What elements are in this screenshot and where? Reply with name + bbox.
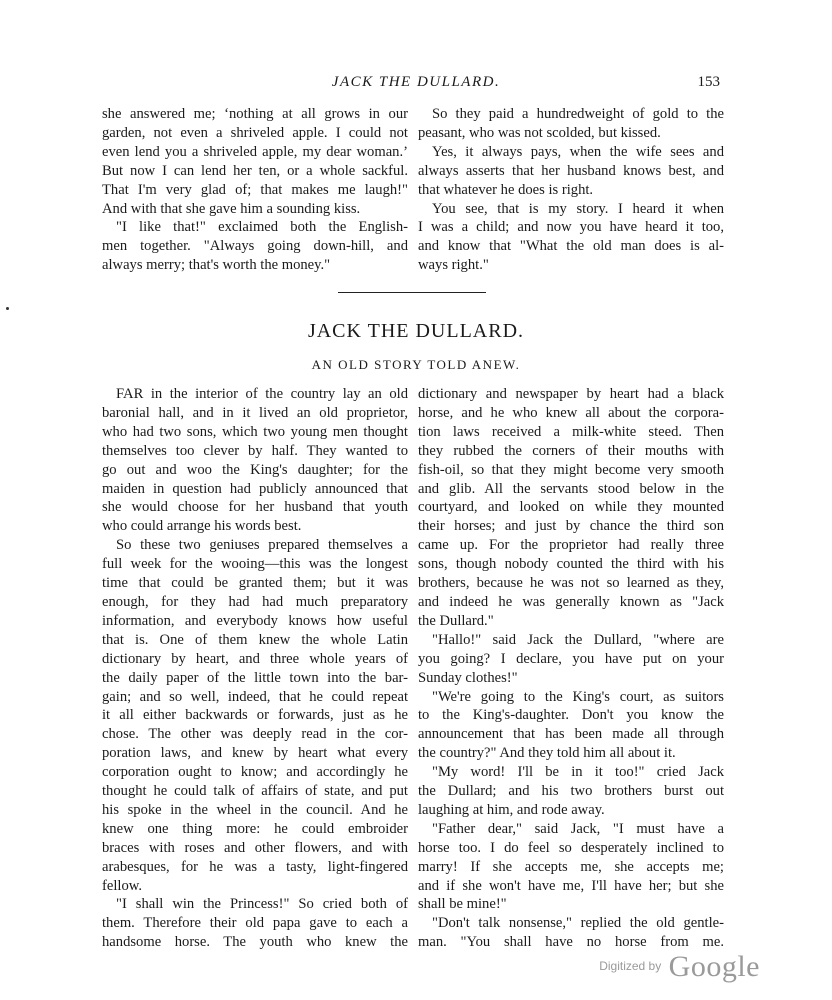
running-title: JACK THE DULLARD. (331, 74, 501, 90)
text-line: "Hallo!" said Jack the Dullard, "where are (432, 631, 724, 648)
story-title: JACK THE DULLARD. (307, 320, 525, 342)
text-line: they rubbed the corners of their mouths with (418, 442, 724, 459)
text-line: themselves too clever by half. They wanted to (102, 442, 408, 459)
text-line: baronial hall, and in it lived an old proprietor, (102, 404, 408, 421)
text-line: "Father dear," said Jack, "I must have a (432, 820, 724, 837)
text-line: who had two sons, which two young men thought (102, 423, 408, 440)
page-number: 153 (697, 74, 720, 90)
text-line: garden, not even a shriveled apple. I could not (102, 124, 408, 141)
text-line: shall be mine!" (418, 896, 507, 913)
text-line: gain; and so well, indeed, that he could repeat (102, 688, 408, 705)
text-line: arabesques, for he was a tasty, light-fingered (102, 858, 408, 875)
text-line: Yes, it always pays, when the wife sees and (432, 143, 724, 160)
running-head (0, 74, 832, 94)
text-line: always asserts that her husband knows best, and (418, 162, 724, 179)
text-line: full week for the wooing—this was the longest (102, 556, 408, 573)
text-line: So they paid a hundredweight of gold to the (432, 106, 724, 122)
text-line: always merry; that's worth the money." (102, 257, 331, 274)
text-line: came up. For the proprietor had really three (418, 537, 724, 554)
text-line: the country?" And they told him all about it. (418, 745, 676, 762)
main-right-column (418, 385, 724, 952)
digitized-by-google-watermark (599, 950, 760, 984)
text-line: it all either backwards or forwards, just as he (102, 707, 408, 724)
text-line: corporation ought to know; and accordingly he (102, 764, 408, 781)
text-line: poration laws, and knew by heart what every (102, 745, 408, 762)
text-line: That I'm very glad of; that makes me laugh!" (102, 181, 408, 198)
text-line: FAR in the interior of the country lay an old (116, 386, 408, 402)
text-line: "We're going to the King's court, as suitors (432, 688, 724, 705)
text-line: even lend you a shriveled apple, my dear woman.’ (102, 143, 408, 160)
text-line: that is. One of them knew the whole Latin (102, 631, 408, 648)
top-left-column (102, 105, 408, 275)
text-line: his spoke in the wheel in the council. And he (102, 801, 408, 818)
text-line: thought he could talk of affairs of state, and put (102, 783, 408, 800)
text-line: horse, and he who knew all about the corpora- (418, 404, 724, 421)
text-line: "I shall win the Princess!" So cried both of (116, 896, 408, 913)
text-line: brothers, because he was not so learned as they, (418, 575, 724, 592)
text-line: sons, though nobody counted the third with his (418, 556, 724, 573)
text-line: So these two geniuses prepared themselves a (116, 537, 408, 554)
section-divider (338, 292, 486, 293)
text-line: "I like that!" exclaimed both the English- (116, 219, 408, 236)
text-line: laughing at him, and rode away. (418, 801, 605, 818)
text-line: time that could be granted them; but it was (102, 575, 408, 592)
text-line: fish-oil, so that they might become very smooth (418, 461, 724, 478)
text-line: Sunday clothes!" (418, 669, 518, 686)
text-line: handsome horse. The youth who knew the (102, 934, 408, 951)
text-line: man. "You shall have no horse from me. (418, 934, 724, 951)
text-line: maiden in question had publicly announced that (102, 480, 408, 497)
text-line: men together. "Always going down-hill, and (102, 238, 408, 255)
text-line: and indeed he was generally known as "Jack (418, 593, 724, 610)
text-line: and know that "What the old man does is al- (418, 238, 724, 255)
google-logo: Google (668, 950, 760, 983)
text-line: "Don't talk nonsense," replied the old gentle- (432, 915, 724, 932)
text-line: go out and woo the King's daughter; for the (102, 461, 408, 478)
text-line: horse too. I do feel so desperately inclined to (418, 839, 724, 856)
text-line: who could arrange his words best. (102, 518, 302, 535)
text-line: information, and everybody knows how useful (102, 612, 408, 629)
text-line: braces with roses and other flowers, and with (102, 839, 408, 856)
text-line: But now I can lend her ten, or a whole sackful. (102, 162, 408, 179)
text-line: and glib. All the servants stood below in the (418, 480, 724, 497)
text-line: you going? I declare, you have put on your (418, 650, 724, 667)
text-line: You see, that is my story. I heard it when (432, 200, 724, 217)
text-line: the Dullard." (418, 612, 494, 629)
text-line: dictionary by heart, and three whole years of (102, 650, 408, 667)
text-line: that whatever he does is right. (418, 181, 594, 198)
text-line: courtyard, and looked on while they mounted (418, 499, 724, 516)
text-line: peasant, who was not scolded, but kissed. (418, 124, 661, 141)
text-line: enough, for they had had much preparatory (102, 593, 408, 610)
text-line: tion laws received a milk-white steed. Then (418, 423, 724, 440)
text-line: marry! If she accepts me, she accepts me; (418, 858, 724, 875)
text-line: "My word! I'll be in it too!" cried Jack (432, 764, 724, 781)
text-line: And with that she gave him a sounding kiss. (102, 200, 361, 217)
text-line: I was a child; and now you have heard it too, (418, 219, 724, 236)
top-right-column (418, 105, 724, 275)
text-line: dictionary and newspaper by heart had a black (418, 386, 724, 402)
text-line: fellow. (102, 877, 142, 894)
text-line: ways right." (418, 257, 489, 274)
main-left-column (102, 385, 408, 952)
watermark-prefix: Digitized by (599, 959, 662, 973)
text-line: knew one thing more: he could embroider (102, 820, 408, 837)
story-subtitle: AN OLD STORY TOLD ANEW. (311, 357, 521, 372)
text-line: she answered me; ‘nothing at all grows in our (102, 106, 408, 122)
text-line: chose. The other was deeply read in the cor- (102, 726, 408, 743)
text-line: their horses; and just by chance the third son (418, 518, 724, 535)
text-line: to the King's-daughter. Don't you know the (418, 707, 724, 724)
text-line: announcement that has been made all through (418, 726, 724, 743)
text-line: them. Therefore their old papa gave to each a (102, 915, 408, 932)
scan-mark (6, 307, 9, 310)
text-line: she would choose for her husband that youth (102, 499, 408, 516)
text-line: and if she won't have me, I'll have her; but she (418, 877, 724, 894)
text-line: the daily paper of the little town into the bar- (102, 669, 408, 686)
text-line: the Dullard; and his two brothers burst out (418, 783, 724, 800)
